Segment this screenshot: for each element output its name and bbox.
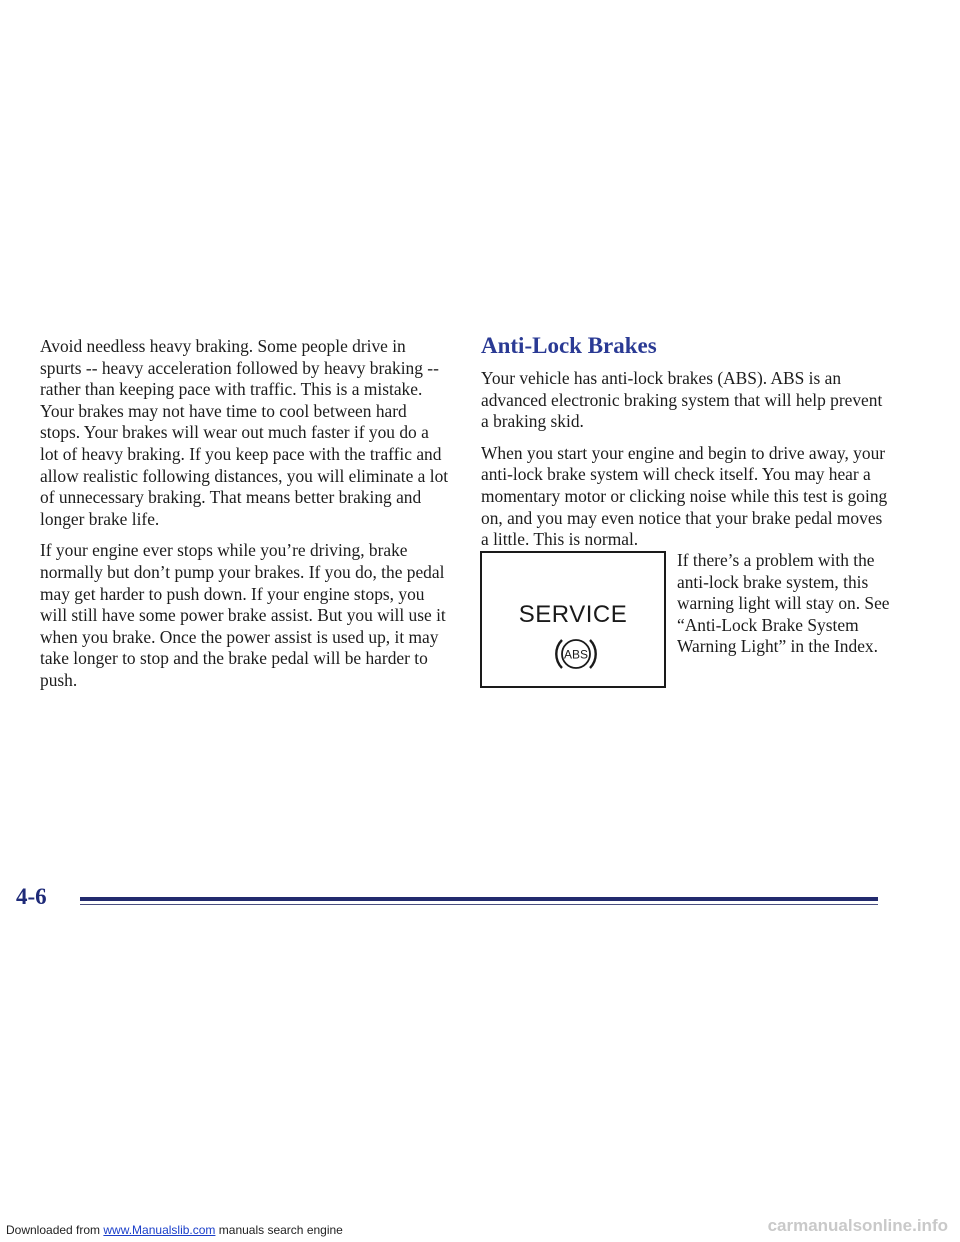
abs-warning-icon <box>553 632 599 676</box>
abs-icon-label: ABS <box>563 647 589 662</box>
download-banner <box>6 1223 343 1237</box>
watermark: carmanualsonline.info <box>767 1216 948 1235</box>
abs-warning-light-figure <box>480 551 666 688</box>
paragraph-heavy-braking: Avoid needless heavy braking. Some people drive in spurts -- heavy acceleration followed by heavy braking -- rather than keeping pace with traffic. This is a mistake. Your brakes may not have time to cool between hard stops. Your brakes will wear out much faster if you do a lot of heavy braking. If you keep pace with the traffic and allow realistic following distances, you will eliminate a lot of unnecessary braking. That means better braking and longer brake life. <box>40 336 449 529</box>
download-banner-prefix: Downloaded from <box>6 1223 104 1237</box>
paragraph-abs-intro: Your vehicle has anti-lock brakes (ABS). ABS is an advanced electronic braking system that will help prevent a braking skid. <box>481 368 883 432</box>
paragraph-abs-selfcheck: When you start your engine and begin to drive away, your anti-lock brake system will check itself. You may hear a momentary motor or clicking noise while this test is going on, and you may even notice that your brake pedal moves a little. This is normal. <box>481 442 888 550</box>
service-label: SERVICE <box>518 601 628 628</box>
manualslib-link[interactable]: www.Manualslib.com <box>103 1223 216 1237</box>
download-banner-suffix: manuals search engine <box>215 1223 343 1237</box>
section-heading: Anti-Lock Brakes <box>481 333 657 358</box>
left-column <box>40 336 450 702</box>
right-column <box>481 332 891 561</box>
footer-rule-thin <box>80 904 878 905</box>
warning-light-note: If there’s a problem with the anti-lock brake system, this warning light will stay on. See “Anti-Lock Brake System Warning Light” in the Index. <box>677 550 890 657</box>
paragraph-engine-stops: If your engine ever stops while you’re driving, brake normally but don’t pump your brakes. If you do, the pedal may get harder to push down. If your engine stops, you will still have some power brake assist. But you will use it when you brake. Once the power assist is used up, it may take longer to stop and the brake pedal will be harder to push. <box>40 540 446 690</box>
page-number: 4-6 <box>16 884 47 909</box>
footer-rule <box>80 897 878 901</box>
